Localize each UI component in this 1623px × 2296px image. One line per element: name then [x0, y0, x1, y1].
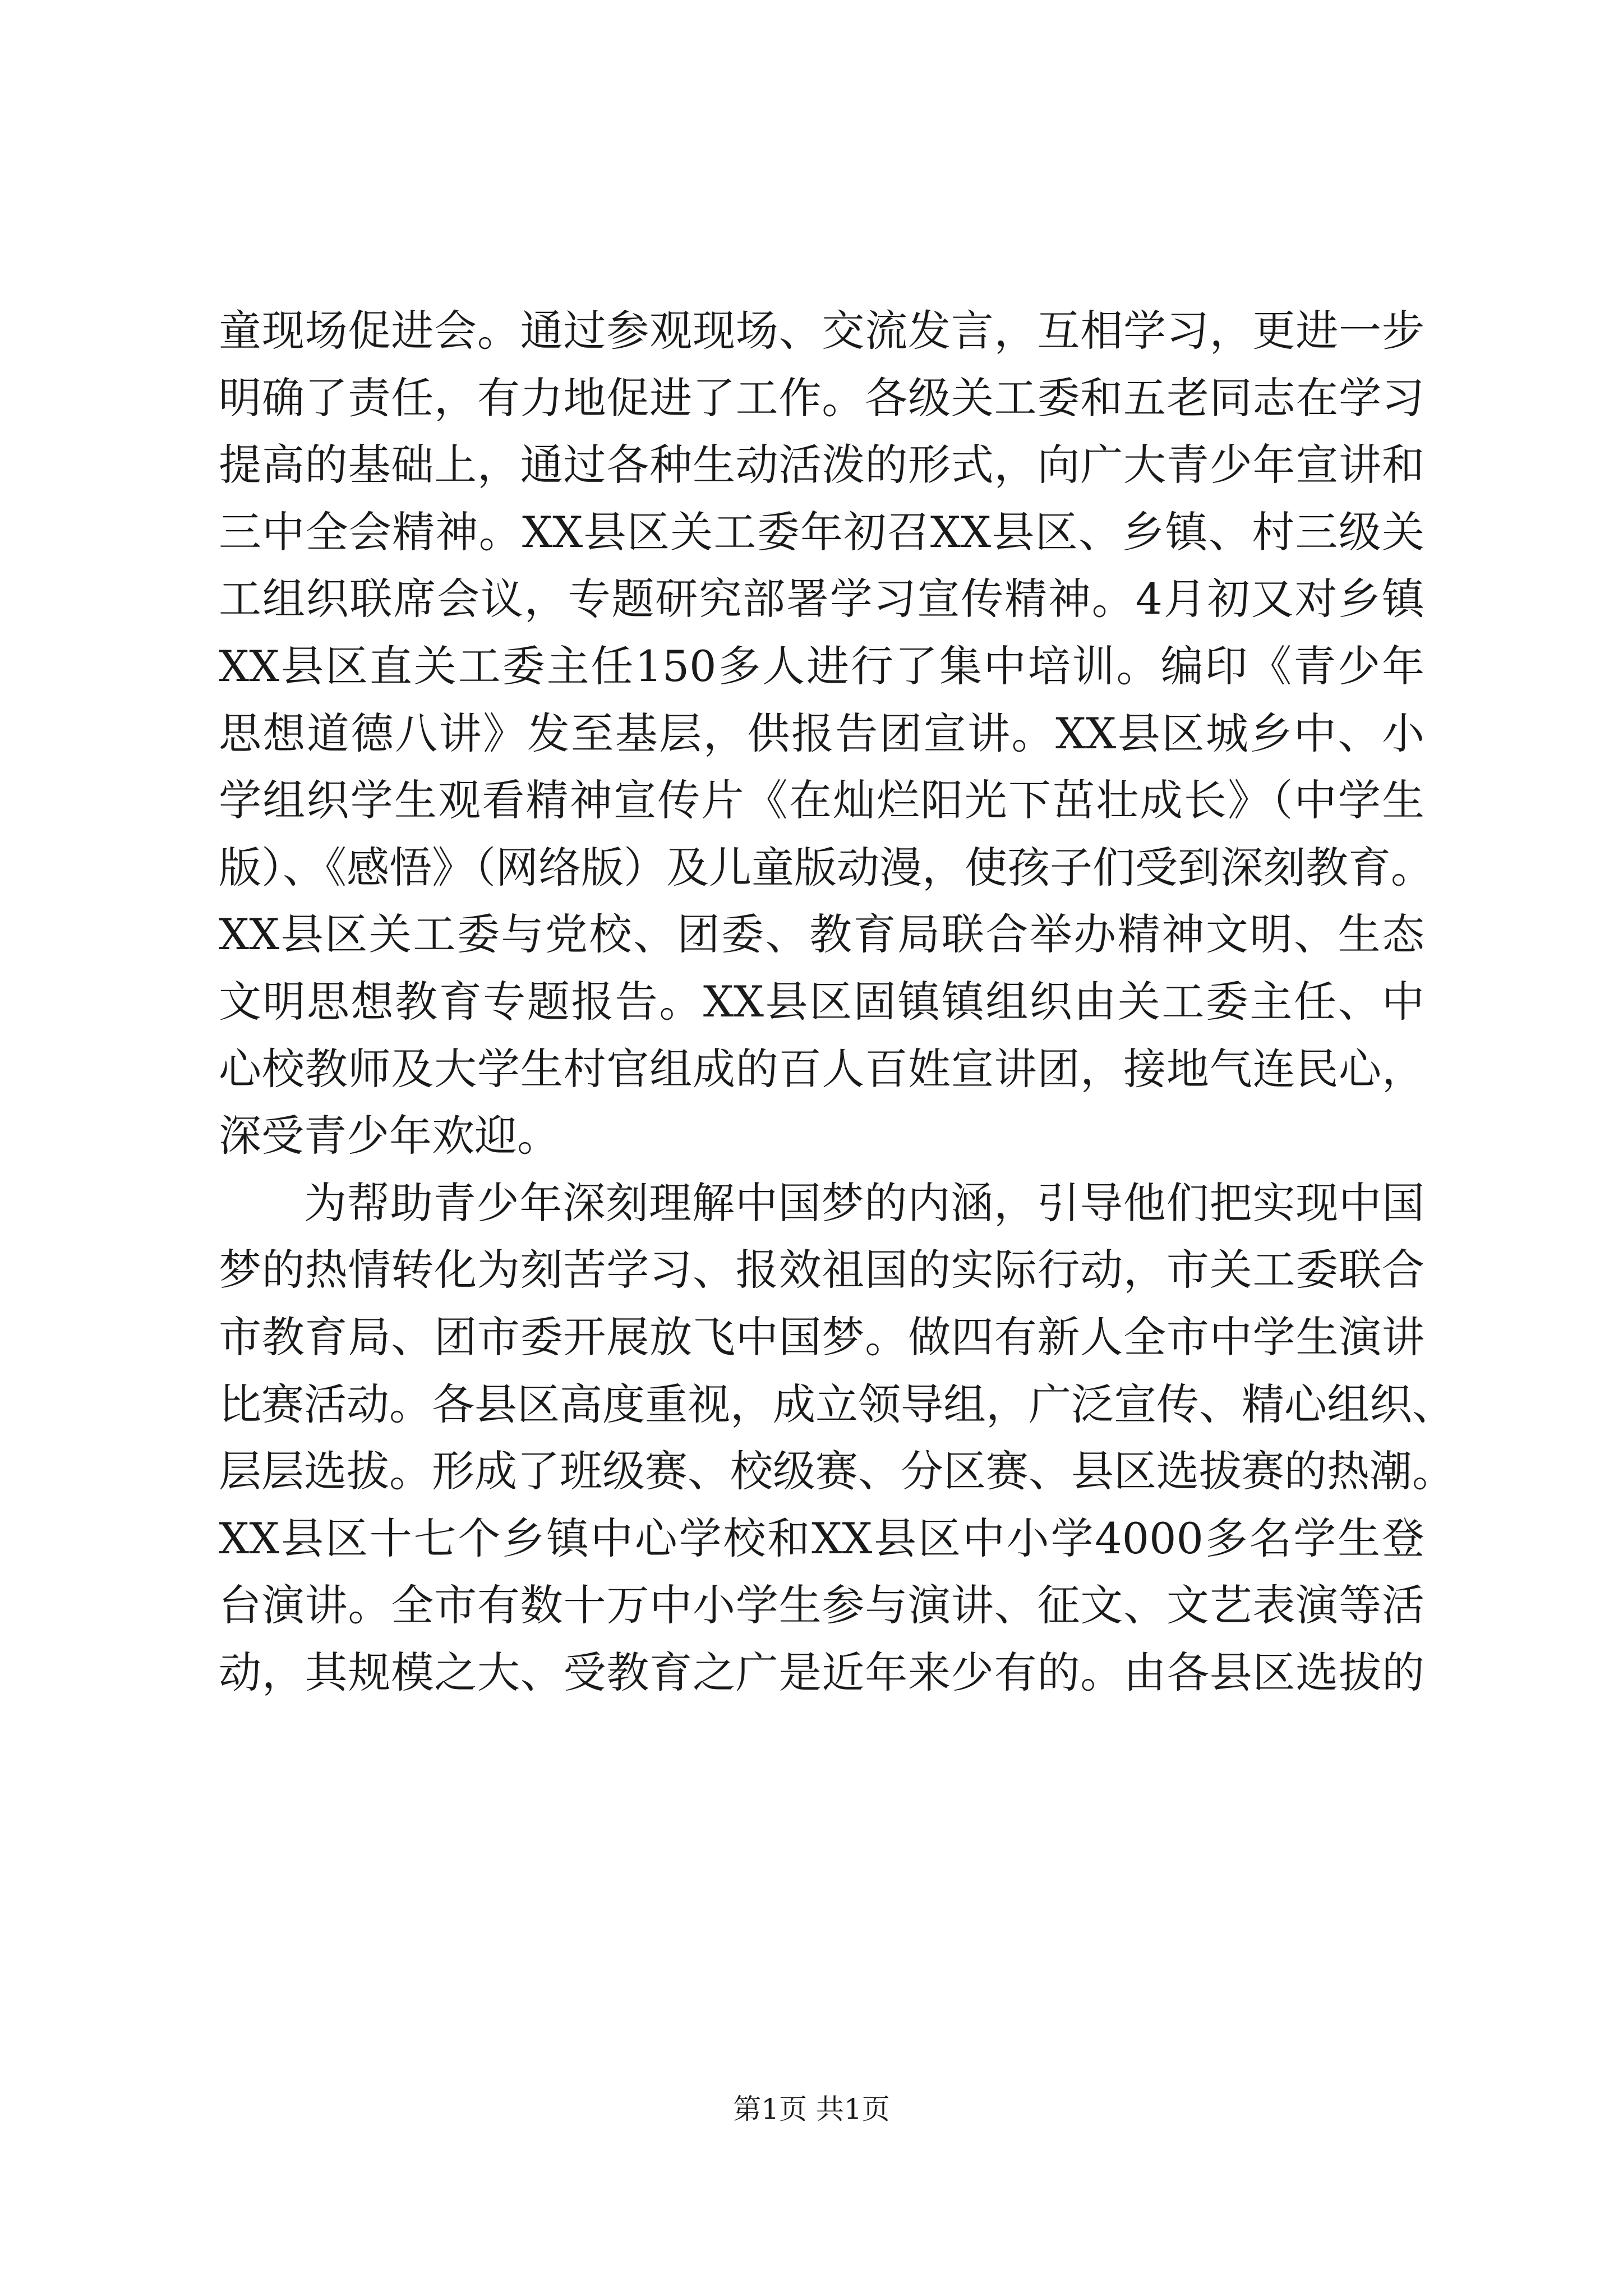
text-line: 比赛活动。各县区高度重视，成立领导组，广泛宣传、精心组织、 [219, 1379, 1455, 1429]
text-line: 梦的热情转化为刻苦学习、报效祖国的实际行动，市关工委联合 [219, 1245, 1424, 1295]
text-line: XX县区十七个乡镇中心学校和XX县区中小学4000多名学生登 [219, 1513, 1424, 1563]
text-line: 提高的基础上，通过各种生动活泼的形式，向广大青少年宣讲和 [219, 440, 1424, 490]
body-text [219, 297, 1455, 1706]
text-line: 学组织学生观看精神宣传片《在灿烂阳光下茁壮成长》（中学生 [219, 775, 1424, 826]
text-line: XX县区直关工委主任150多人进行了集中培训。编印《青少年 [219, 641, 1424, 691]
text-line: 明确了责任，有力地促进了工作。各级关工委和五老同志在学习 [219, 372, 1424, 423]
text-line: 市教育局、团市委开展放飞中国梦。做四有新人全市中学生演讲 [219, 1312, 1424, 1362]
text-line: 为帮助青少年深刻理解中国梦的内涵，引导他们把实现中国 [304, 1177, 1424, 1228]
text-line: 思想道德八讲》发至基层，供报告团宣讲。XX县区城乡中、小 [219, 708, 1424, 758]
text-line: 三中全会精神。XX县区关工委年初召XX县区、乡镇、村三级关 [219, 507, 1424, 557]
text-line: 童现场促进会。通过参观现场、交流发言，互相学习，更进一步 [219, 306, 1424, 356]
text-line: 台演讲。全市有数十万中小学生参与演讲、征文、文艺表演等活 [219, 1580, 1424, 1631]
text-line: 文明思想教育专题报告。XX县区固镇镇组织由关工委主任、中 [219, 976, 1424, 1027]
text-line: 层层选拔。形成了班级赛、校级赛、分区赛、县区选拔赛的热潮。 [219, 1446, 1455, 1497]
text-line: XX县区关工委与党校、团委、教育局联合举办精神文明、生态 [219, 909, 1424, 960]
text-line: 工组织联席会议，专题研究部署学习宣传精神。4月初又对乡镇 [219, 574, 1424, 624]
text-line: 深受青少年欢迎。 [219, 1111, 560, 1161]
page-footer: 第1页 共1页 [733, 2093, 890, 2125]
text-line: 动，其规模之大、受教育之广是近年来少有的。由各县区选拔的 [219, 1647, 1424, 1697]
text-line: 版）、《感悟》（网络版）及儿童版动漫，使孩子们受到深刻教育。 [219, 842, 1433, 892]
text-line: 心校教师及大学生村官组成的百人百姓宣讲团，接地气连民心， [219, 1043, 1424, 1094]
